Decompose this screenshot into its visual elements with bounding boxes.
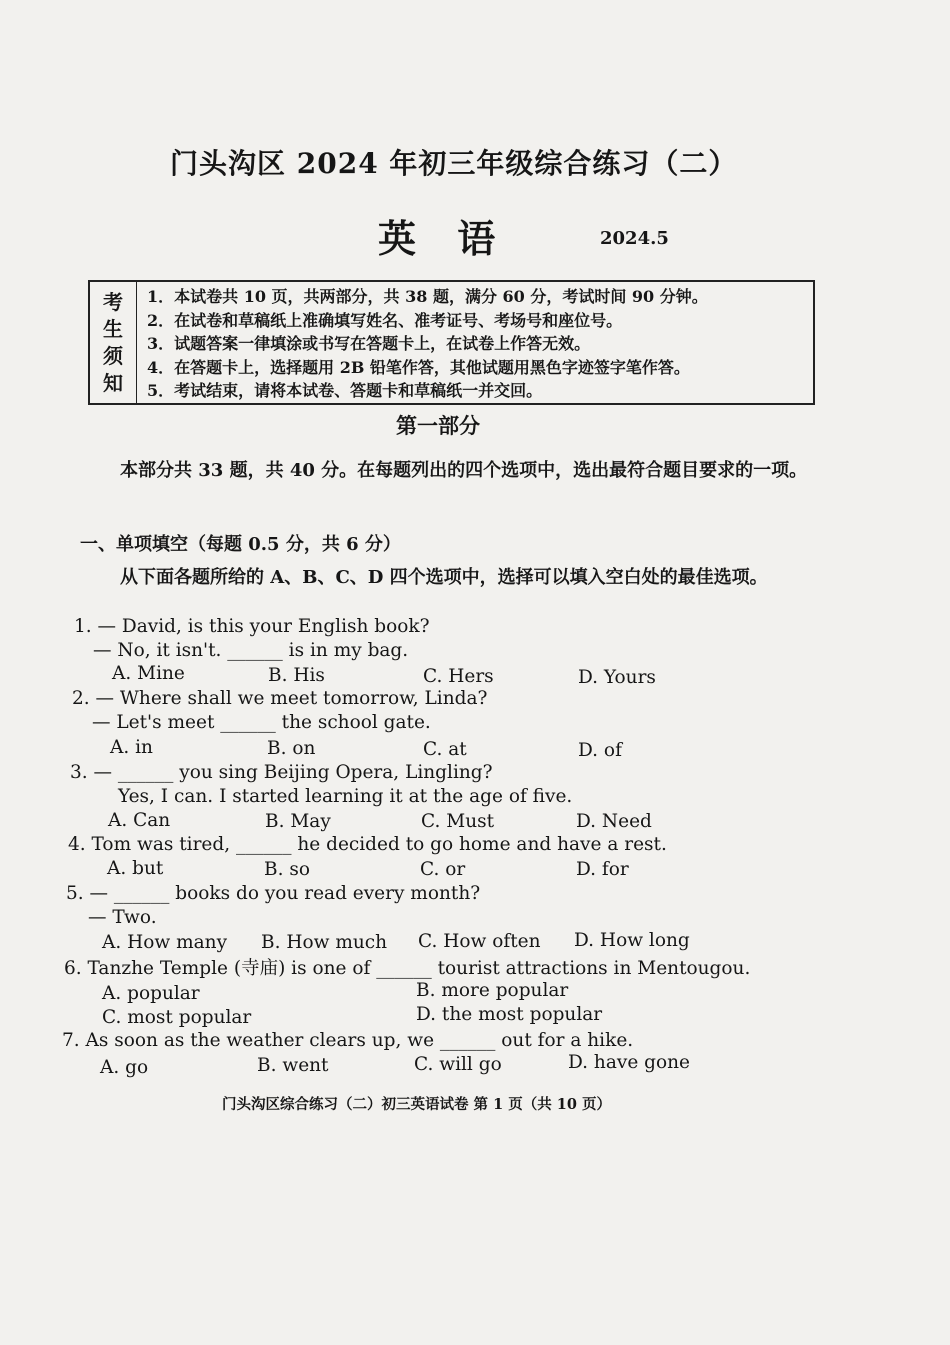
- notice-item: 2．在试卷和草稿纸上准确填写姓名、准考证号、考场号和座位号。: [147, 310, 623, 330]
- option-b: B. on: [267, 738, 316, 759]
- option-c: C. at: [423, 739, 467, 760]
- candidate-notice-box: [88, 280, 815, 405]
- notice-item: 3．试题答案一律填涂或书写在答题卡上，在试卷上作答无效。: [147, 334, 591, 353]
- question-line: — Two.: [88, 907, 157, 928]
- option-a: A. Can: [108, 810, 171, 831]
- option-c: C. How often: [418, 931, 541, 952]
- option-a: A. go: [100, 1057, 149, 1078]
- option-d: D. have gone: [568, 1052, 691, 1073]
- notice-list: [137, 282, 708, 403]
- page-footer: 门头沟区综合练习（二）初三英语试卷 第 1 页（共 10 页）: [222, 1096, 612, 1113]
- part-title: 第一部分: [396, 413, 480, 438]
- question-stem: 2. — Where shall we meet tomorrow, Linda?: [72, 688, 488, 709]
- option-d: D. for: [576, 859, 629, 880]
- option-c: C. will go: [414, 1054, 502, 1075]
- subject-title: 英 语: [378, 216, 510, 261]
- option-c: C. most popular: [102, 1007, 252, 1028]
- notice-item: 1．本试卷共 10 页，共两部分，共 38 题，满分 60 分，考试时间 90 分钟。: [147, 287, 708, 306]
- option-d: D. Need: [576, 811, 652, 832]
- section-title: 一、单项填空（每题 0.5 分，共 6 分）: [80, 534, 401, 555]
- notice-label-char: 须: [103, 343, 123, 368]
- option-b: B. went: [257, 1055, 329, 1076]
- question-line: Yes, I can. I started learning it at the age of five.: [118, 786, 573, 807]
- option-b: B. more popular: [416, 980, 569, 1001]
- question-stem: 3. — ______ you sing Beijing Opera, Lingling?: [70, 762, 493, 783]
- question-line: — No, it isn't. ______ is in my bag.: [93, 640, 409, 661]
- option-b: B. so: [264, 859, 310, 880]
- exam-title: 门头沟区 2024 年初三年级综合练习（二）: [170, 147, 738, 180]
- option-d: D. How long: [574, 930, 690, 951]
- option-d: D. the most popular: [416, 1004, 603, 1025]
- notice-item: 4．在答题卡上，选择题用 2B 铅笔作答，其他试题用黑色字迹签字笔作答。: [147, 357, 690, 377]
- option-d: D. of: [578, 740, 622, 761]
- option-a: A. popular: [102, 983, 200, 1004]
- option-c: C. or: [420, 859, 466, 880]
- question-stem: 7. As soon as the weather clears up, we ______ out for a hike.: [62, 1030, 634, 1051]
- option-d: D. Yours: [578, 667, 656, 688]
- option-b: B. May: [265, 811, 331, 832]
- part-intro-text: 本部分共 33 题，共 40 分。在每题列出的四个选项中，选出最符合题目要求的一项。: [120, 460, 808, 481]
- question-line: — Let's meet ______ the school gate.: [92, 712, 431, 733]
- question-stem: 4. Tom was tired, ______ he decided to go home and have a rest.: [68, 834, 667, 855]
- option-b: B. His: [268, 665, 325, 686]
- option-c: C. Hers: [423, 666, 494, 687]
- notice-label: [90, 282, 137, 403]
- part-intro: [80, 458, 810, 484]
- exam-date: 2024.5: [600, 228, 669, 249]
- notice-label-char: 生: [103, 316, 123, 341]
- notice-item: 5．考试结束，请将本试卷、答题卡和草稿纸一并交回。: [147, 381, 543, 400]
- question-stem: 5. — ______ books do you read every month?: [66, 883, 481, 904]
- question-stem: 6. Tanzhe Temple (寺庙) is one of ______ tourist attractions in Mentougou.: [64, 958, 751, 979]
- notice-label-char: 考: [103, 289, 123, 314]
- option-c: C. Must: [421, 811, 495, 832]
- option-a: A. in: [110, 737, 153, 758]
- section-instructions: 从下面各题所给的 A、B、C、D 四个选项中，选择可以填入空白处的最佳选项。: [120, 567, 768, 588]
- option-a: A. How many: [102, 932, 228, 953]
- option-a: A. but: [107, 858, 164, 879]
- notice-label-char: 知: [103, 370, 123, 395]
- question-stem: 1. — David, is this your English book?: [74, 616, 430, 637]
- option-a: A. Mine: [112, 663, 185, 684]
- option-b: B. How much: [261, 932, 388, 953]
